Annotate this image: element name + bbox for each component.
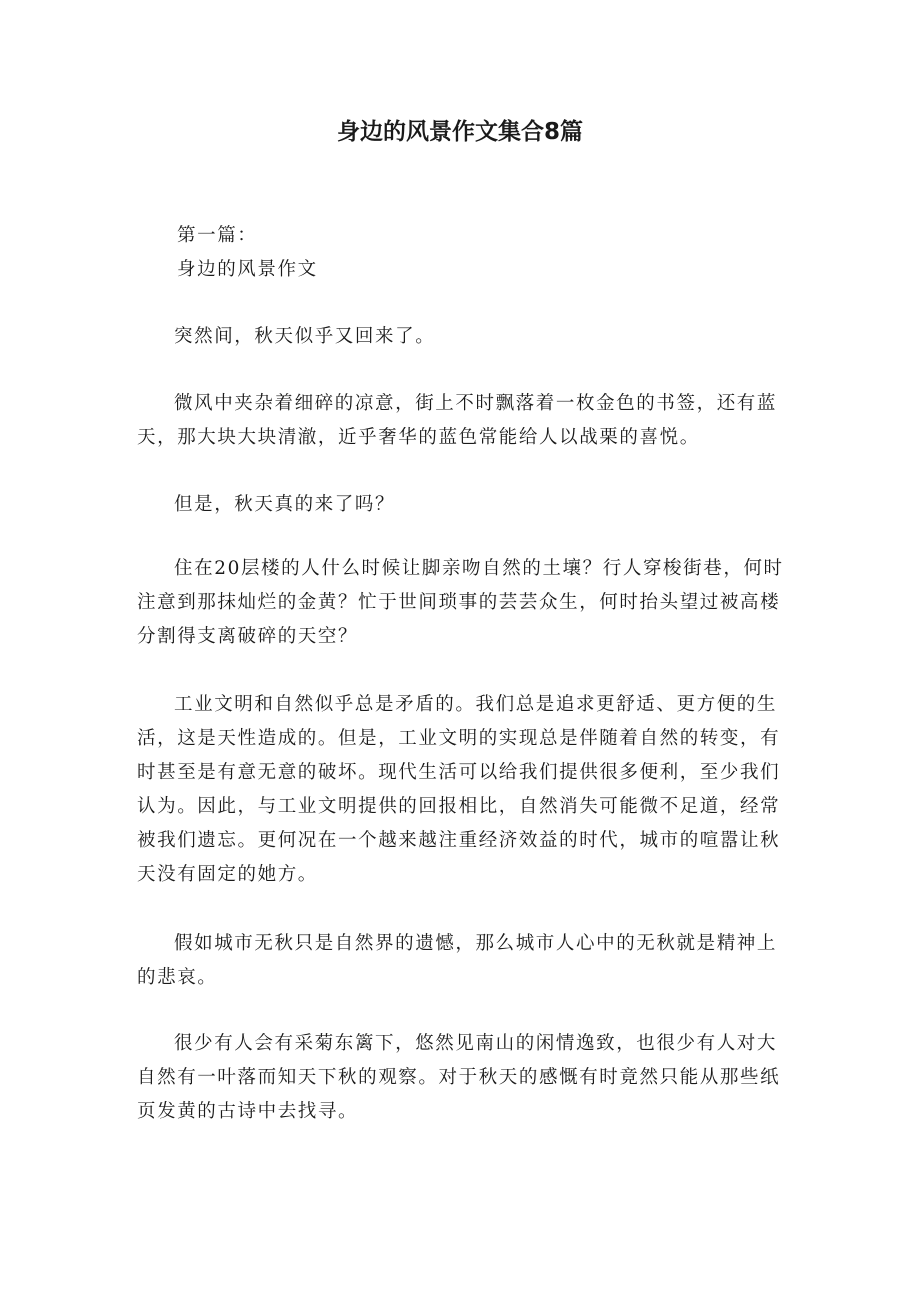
paragraph: 微风中夹杂着细碎的凉意，街上不时飘落着一枚金色的书签，还有蓝天，那大块大块清澈，近乎奢华的蓝色常能给人以战栗的喜悦。	[137, 393, 778, 448]
section-title: 身边的风景作文	[177, 259, 318, 280]
paragraph: 但是，秋天真的来了吗？	[174, 494, 396, 515]
paragraph: 工业文明和自然似乎总是矛盾的。我们总是追求更舒适、更方便的生活，这是天性造成的。但是，工业文明的实现总是伴随着自然的转变，有时甚至是有意无意的破坏。现代生活可以给我们提供很多便利，至少我们认为。因此，与工业文明提供的回报相比，自然消失可能微不足道，经常被我们遗忘。更何况在一个越来越注重经济效益的时代，城市的喧嚣让秋天没有固定的她方。	[137, 694, 781, 885]
paragraph: 突然间，秋天似乎又回来了。	[174, 326, 436, 347]
document-title: 身边的风景作文集合8篇	[336, 119, 583, 145]
paragraph: 假如城市无秋只是自然界的遗憾，那么城市人心中的无秋就是精神上的悲哀。	[137, 933, 778, 988]
paragraph: 住在20层楼的人什么时候让脚亲吻自然的土壤？行人穿梭街巷，何时注意到那抹灿烂的金黄？忙于世间琐事的芸芸众生，何时抬头望过被高楼分割得支离破碎的天空？	[137, 558, 784, 647]
paragraph: 很少有人会有采菊东篱下，悠然见南山的闲情逸致，也很少有人对大自然有一叶落而知天下秋的观察。对于秋天的感慨有时竟然只能从那些纸页发黄的古诗中去找寻。	[137, 1033, 781, 1122]
section-label: 第一篇：	[177, 225, 258, 246]
